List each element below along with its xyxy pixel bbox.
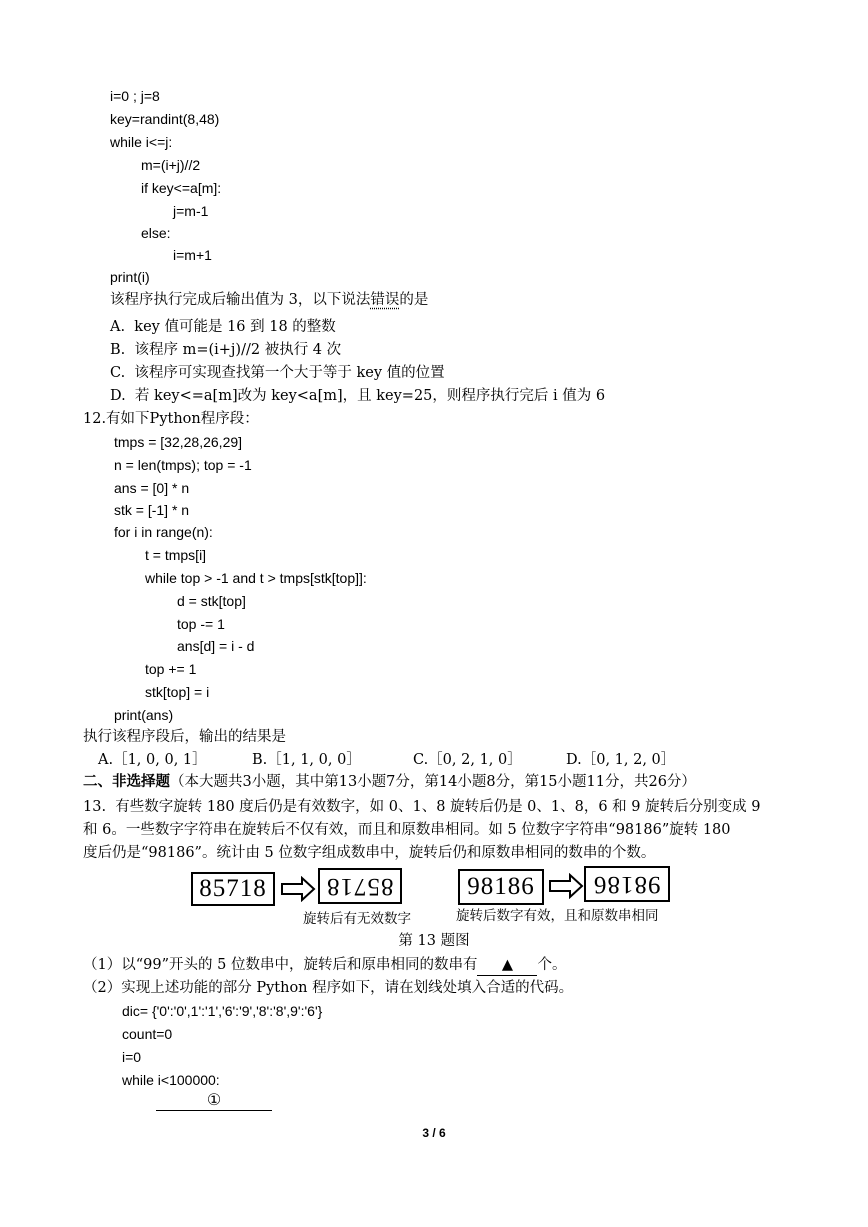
q13-sub1: （1）以“99”开头的 5 位数串中，旋转后和原串相同的数串有 ▲ 个。 <box>83 955 566 976</box>
q11-option-a: A. key 值可能是 16 到 18 的整数 <box>110 319 336 335</box>
q12-title: 12.有如下Python程序段： <box>83 411 259 427</box>
answer-blank[interactable]: ▲ <box>477 955 537 976</box>
code-line: for i in range(n): <box>114 524 213 540</box>
q11-option-c: C. 该程序可实现查找第一个大于等于 key 值的位置 <box>110 365 445 381</box>
code-line: tmps = [32,28,26,29] <box>114 434 243 450</box>
q11-stem: 该程序执行完成后输出值为 3，以下说法错误的是 <box>110 292 429 308</box>
code-line: top += 1 <box>145 661 197 677</box>
code-line: stk = [-1] * n <box>114 502 190 518</box>
q12-option-d: D.［0, 1, 2, 0］ <box>566 752 676 768</box>
code-line: ans = [0] * n <box>114 480 190 496</box>
figure-original-right: 98186 <box>458 869 544 905</box>
code-line: j=m-1 <box>173 203 209 219</box>
figure-rotated-right: 98186 <box>584 866 670 902</box>
q12-stem: 执行该程序段后，输出的结果是 <box>83 729 286 745</box>
code-line: print(i) <box>110 269 150 285</box>
q12-option-b: B.［1, 1, 0, 0］ <box>252 752 361 768</box>
code-line: else: <box>141 225 171 241</box>
code-line: d = stk[top] <box>177 593 246 609</box>
code-line: ans[d] = i - d <box>177 638 255 654</box>
figure-original-left: 85718 <box>191 872 275 906</box>
code-line: m=(i+j)//2 <box>141 157 201 173</box>
figure-title: 第 13 题图 <box>398 933 470 949</box>
q11-option-d: D. 若 key<=a[m]改为 key<a[m]，且 key=25，则程序执行完后 i 值为 6 <box>110 388 606 404</box>
code-line: key=randint(8,48) <box>110 111 220 127</box>
q13-sub2: （2）实现上述功能的部分 Python 程序如下，请在划线处填入合适的代码。 <box>83 980 574 996</box>
code-line: t = tmps[i] <box>145 547 207 563</box>
code-line: i=m+1 <box>173 247 212 263</box>
figure-rotated-left: 85718 <box>318 868 402 904</box>
code-line: stk[top] = i <box>145 684 210 700</box>
section-heading: 二、非选择题（本大题共3小题，其中第13小题7分，第14小题8分，第15小题11分，共26分） <box>83 773 696 790</box>
code-line: if key<=a[m]: <box>141 180 222 196</box>
code-line: while i<100000: <box>122 1072 220 1088</box>
q13-para: 13. 有些数字旋转 180 度后仍是有效数字，如 0、1、8 旋转后仍是 0、1、8，6 和 9 旋转后分别变成 9 <box>83 799 761 815</box>
code-line: i=0 ; j=8 <box>110 88 160 104</box>
q12-option-c: C.［0, 2, 1, 0］ <box>413 752 522 768</box>
code-line: while i<=j: <box>110 134 173 150</box>
q13-para: 和 6。一些数字字符串在旋转后不仅有效，而且和原数串相同。如 5 位数字字符串“98186”旋转 180 <box>83 822 731 838</box>
arrow-right-icon <box>548 873 584 899</box>
page-number: 3 / 6 <box>422 1126 446 1140</box>
code-line: dic= {'0':'0',1':'1','6':'9','8':'8',9':'6'} <box>122 1003 323 1019</box>
q13-para: 度后仍是“98186”。统计由 5 位数字组成数串中，旋转后仍和原数串相同的数串的个数。 <box>83 845 656 861</box>
code-line: print(ans) <box>114 707 174 723</box>
arrow-right-icon <box>280 876 316 902</box>
q12-option-a: A.［1, 0, 0, 1］ <box>98 752 207 768</box>
figure-caption-left: 旋转后有无效数字 <box>303 911 411 927</box>
code-line: count=0 <box>122 1026 173 1042</box>
code-line: while top > -1 and t > tmps[stk[top]]: <box>145 570 367 586</box>
code-line: n = len(tmps); top = -1 <box>114 457 252 473</box>
code-line: i=0 <box>122 1049 142 1065</box>
figure-caption-right: 旋转后数字有效，且和原数串相同 <box>456 908 659 924</box>
code-line: top -= 1 <box>177 616 225 632</box>
q11-option-b: B. 该程序 m=(i+j)//2 被执行 4 次 <box>110 342 342 358</box>
answer-blank-1[interactable]: ① <box>156 1090 272 1111</box>
